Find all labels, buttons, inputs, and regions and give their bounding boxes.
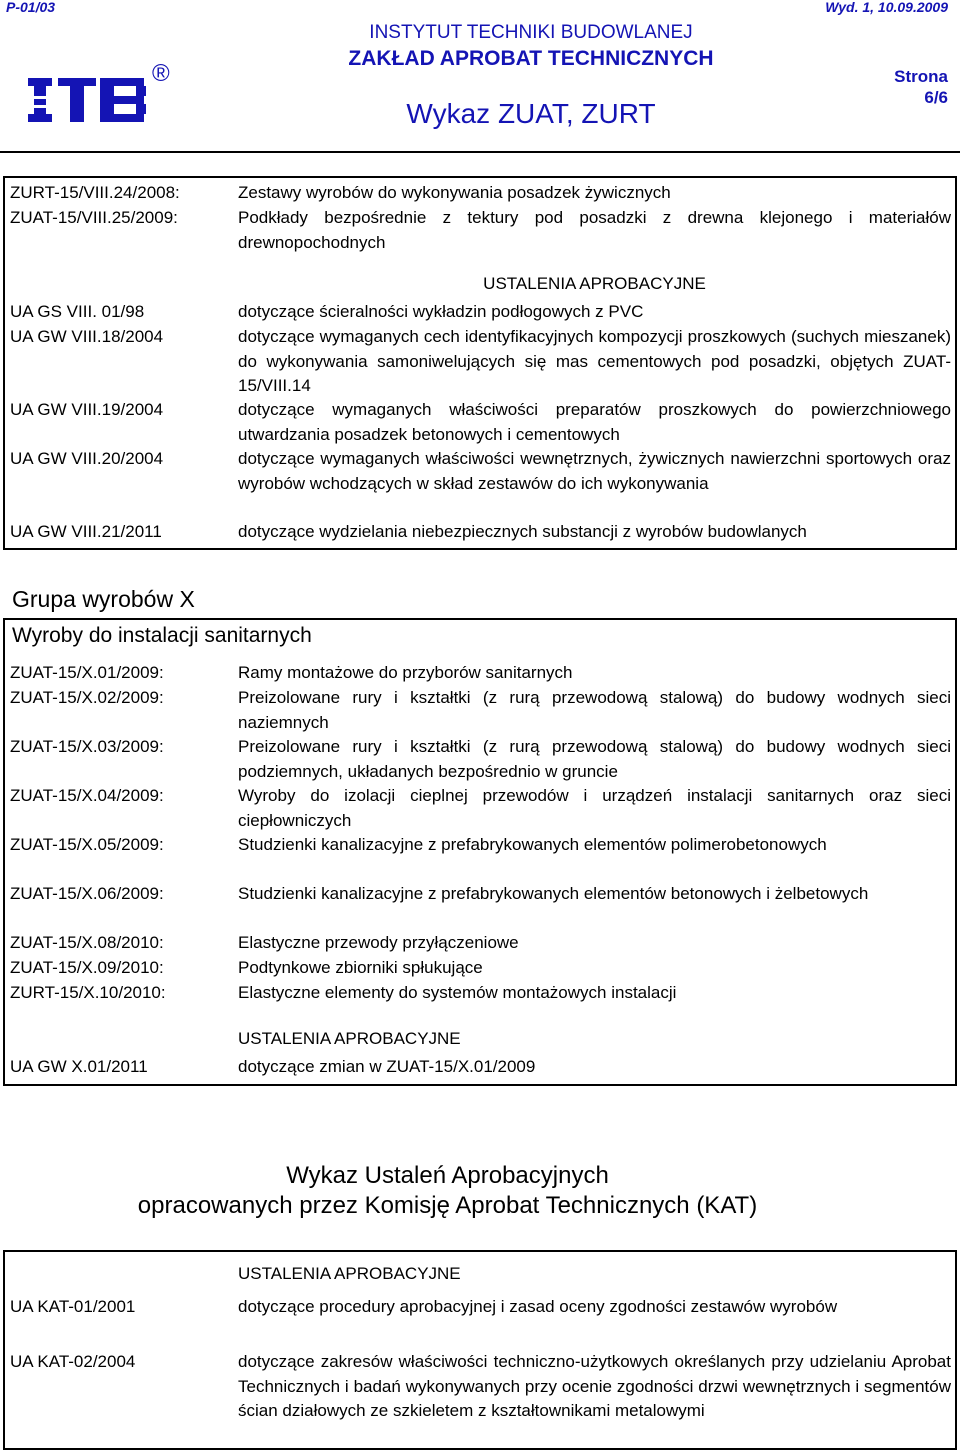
item-code: UA GW X.01/2011 (10, 1057, 148, 1076)
item-description: dotyczące wymaganych cech identyfikacyjnych kompozycji proszkowych (suchych mieszanek) do wykonywania samoniwelujących się mas cementowych pod posadzki, objętych ZUAT-15/VIII.14 (238, 327, 951, 395)
group-title: Grupa wyrobów X (12, 586, 195, 612)
item-code: ZUAT-15/X.02/2009: (10, 688, 164, 707)
item-description: Elastyczne przewody przyłączeniowe (238, 933, 519, 952)
edition-date: Wyd. 1, 10.09.2009 (825, 0, 948, 15)
item-code: ZUAT-15/X.04/2009: (10, 786, 164, 805)
item-description: dotyczące wydzielania niebezpiecznych substancji z wyrobów budowlanych (238, 522, 807, 541)
item-code: ZUAT-15/X.08/2010: (10, 933, 164, 952)
item-code: ZUAT-15/X.09/2010: (10, 958, 164, 977)
item-description: dotyczące procedury aprobacyjnej i zasad oceny zgodności zestawów wyrobów (238, 1297, 838, 1316)
item-description: Preizolowane rury i kształtki (z rurą przewodową stalową) do budowy wodnych sieci podziemnych, układanych bezpośrednio w gruncie (238, 737, 951, 781)
item-description: Wyroby do izolacji cieplnej przewodów i urządzeń instalacji sanitarnych oraz sieci ciepłowniczych (238, 786, 951, 830)
ustalenia-heading: USTALENIA APROBACYJNE (483, 274, 706, 293)
ustalenia-heading: USTALENIA APROBACYJNE (238, 1029, 461, 1048)
item-description: Elastyczne elementy do systemów montażowych instalacji (238, 983, 677, 1002)
item-description: dotyczące zakresów właściwości techniczno-użytkowych określanych przy udzielaniu Aprobat Technicznych i badań wykonywanych przy ocenie zgodności drzwi wewnętrznych i segmentów ścian działowych ze szkieletem z kształtownikami metalowymi (238, 1352, 951, 1420)
page-number: 6/6 (924, 88, 948, 107)
item-description: Podtynkowe zbiorniki spłukujące (238, 958, 483, 977)
item-description: Zestawy wyrobów do wykonywania posadzek żywicznych (238, 183, 671, 202)
item-description: Preizolowane rury i kształtki (z rurą przewodową stalową) do budowy wodnych sieci naziemnych (238, 688, 951, 732)
item-code: ZUAT-15/X.05/2009: (10, 835, 164, 854)
item-code: ZUAT-15/X.01/2009: (10, 663, 164, 682)
item-code: UA GW VIII.18/2004 (10, 327, 164, 346)
registered-mark: ® (152, 60, 170, 87)
item-description: Studzienki kanalizacyjne z prefabrykowanych elementów polimerobetonowych (238, 835, 827, 854)
item-description: dotyczące wymaganych właściwości preparatów proszkowych do powierzchniowego utwardzania posadzek betonowych i cementowych (238, 400, 951, 444)
item-code: UA GW VIII.21/2011 (10, 522, 162, 541)
item-code: UA KAT-02/2004 (10, 1352, 136, 1371)
item-description: dotyczące wymaganych właściwości wewnętrznych, żywicznych nawierzchni sportowych oraz wyrobów wchodzących w skład zestawów do ich wykonywania (238, 449, 951, 493)
header-divider (0, 151, 960, 153)
item-description: dotyczące zmian w ZUAT-15/X.01/2009 (238, 1057, 536, 1076)
page-label: Strona (894, 67, 948, 86)
item-code: UA GW VIII.20/2004 (10, 449, 164, 468)
institute-name: INSTYTUT TECHNIKI BUDOWLANEJ (369, 22, 693, 43)
department-name: ZAKŁAD APROBAT TECHNICZNYCH (348, 47, 714, 70)
item-code: UA KAT-01/2001 (10, 1297, 136, 1316)
kat-title-line2: opracowanych przez Komisję Aprobat Technicznych (KAT) (137, 1192, 758, 1219)
item-code: ZUAT-15/VIII.25/2009: (10, 208, 178, 227)
item-description: Ramy montażowe do przyborów sanitarnych (238, 663, 573, 682)
item-code: ZUAT-15/X.06/2009: (10, 884, 164, 903)
page-title: Wykaz ZUAT, ZURT (406, 98, 656, 129)
item-code: ZUAT-15/X.03/2009: (10, 737, 164, 756)
group-subtitle: Wyroby do instalacji sanitarnych (12, 624, 312, 647)
document-code: P-01/03 (6, 0, 56, 15)
item-description: dotyczące ścieralności wykładzin podłogowych z PVC (238, 302, 644, 321)
item-code: ZURT-15/X.10/2010: (10, 983, 166, 1002)
item-description: Studzienki kanalizacyjne z prefabrykowanych elementów betonowych i żelbetowych (238, 884, 869, 903)
itb-logo-icon (28, 72, 150, 122)
item-code: ZURT-15/VIII.24/2008: (10, 183, 180, 202)
kat-title-line1: Wykaz Ustaleń Aprobacyjnych (286, 1162, 609, 1189)
item-code: UA GS VIII. 01/98 (10, 302, 145, 321)
ustalenia-heading: USTALENIA APROBACYJNE (238, 1264, 461, 1283)
item-description: Podkłady bezpośrednie z tektury pod posadzki z drewna klejonego i materiałów drewnopochodnych (238, 208, 951, 252)
item-code: UA GW VIII.19/2004 (10, 400, 164, 419)
